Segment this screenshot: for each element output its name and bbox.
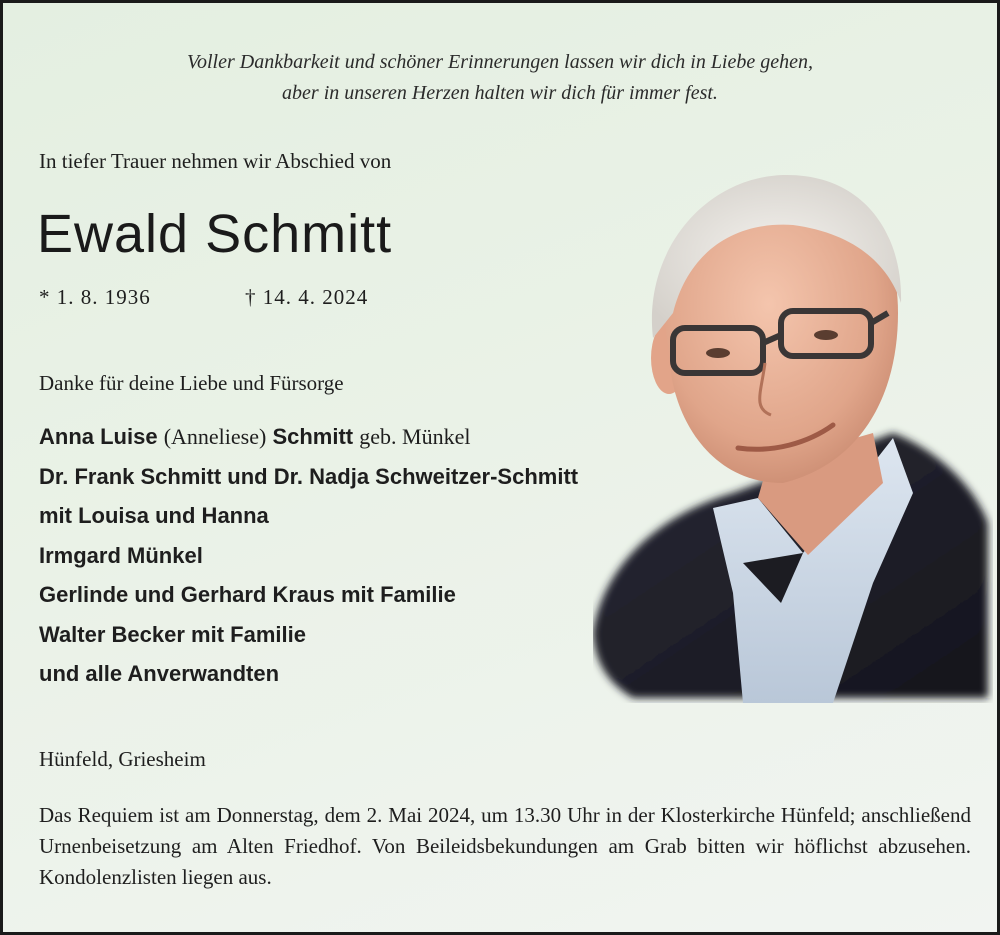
thanks-line: Danke für deine Liebe und Fürsorge bbox=[39, 371, 344, 395]
mourners-list bbox=[39, 421, 578, 698]
mourner-line bbox=[39, 421, 578, 461]
memorial-verse bbox=[3, 47, 997, 109]
mourner-surname: Schmitt bbox=[272, 424, 354, 449]
intro-text: In tiefer Trauer nehmen wir Abschied von bbox=[39, 149, 392, 173]
mourner-line: Gerlinde und Gerhard Kraus mit Familie bbox=[39, 582, 456, 607]
mourner-line: und alle Anverwandten bbox=[39, 661, 280, 686]
death-date: † 14. 4. 2024 bbox=[245, 285, 369, 309]
birth-date: * 1. 8. 1936 bbox=[39, 285, 151, 309]
mourner-line: Dr. Frank Schmitt und Dr. Nadja Schweitzer-Schmitt bbox=[39, 463, 579, 489]
mourner-nickname: (Anneliese) bbox=[163, 424, 267, 449]
place-line: Hünfeld, Griesheim bbox=[39, 747, 206, 771]
mourner-birthname: geb. Münkel bbox=[359, 424, 471, 449]
deceased-name: Ewald Schmitt bbox=[37, 204, 393, 264]
service-details: Das Requiem ist am Donnerstag, dem 2. Mai 2024, um 13.30 Uhr in der Klosterkirche Hünfeld; anschließend Urnenbeisetzung am Alten Friedhof. Von Beileidsbekundungen am Grab bitten wir höflichst abzusehen. Kondolenzlisten liegen aus. bbox=[39, 803, 971, 889]
mourner-line: Walter Becker mit Familie bbox=[39, 621, 306, 647]
mourner-line: Irmgard Münkel bbox=[39, 542, 203, 568]
mourner-line: mit Louisa und Hanna bbox=[39, 503, 269, 528]
verse-line-2: aber in unseren Herzen halten wir dich für immer fest. bbox=[282, 82, 718, 104]
verse-line-1: Voller Dankbarkeit und schöner Erinnerungen lassen wir dich in Liebe gehen, bbox=[186, 51, 813, 73]
mourner-given-name: Anna Luise bbox=[39, 424, 158, 449]
portrait-photo bbox=[593, 163, 993, 703]
